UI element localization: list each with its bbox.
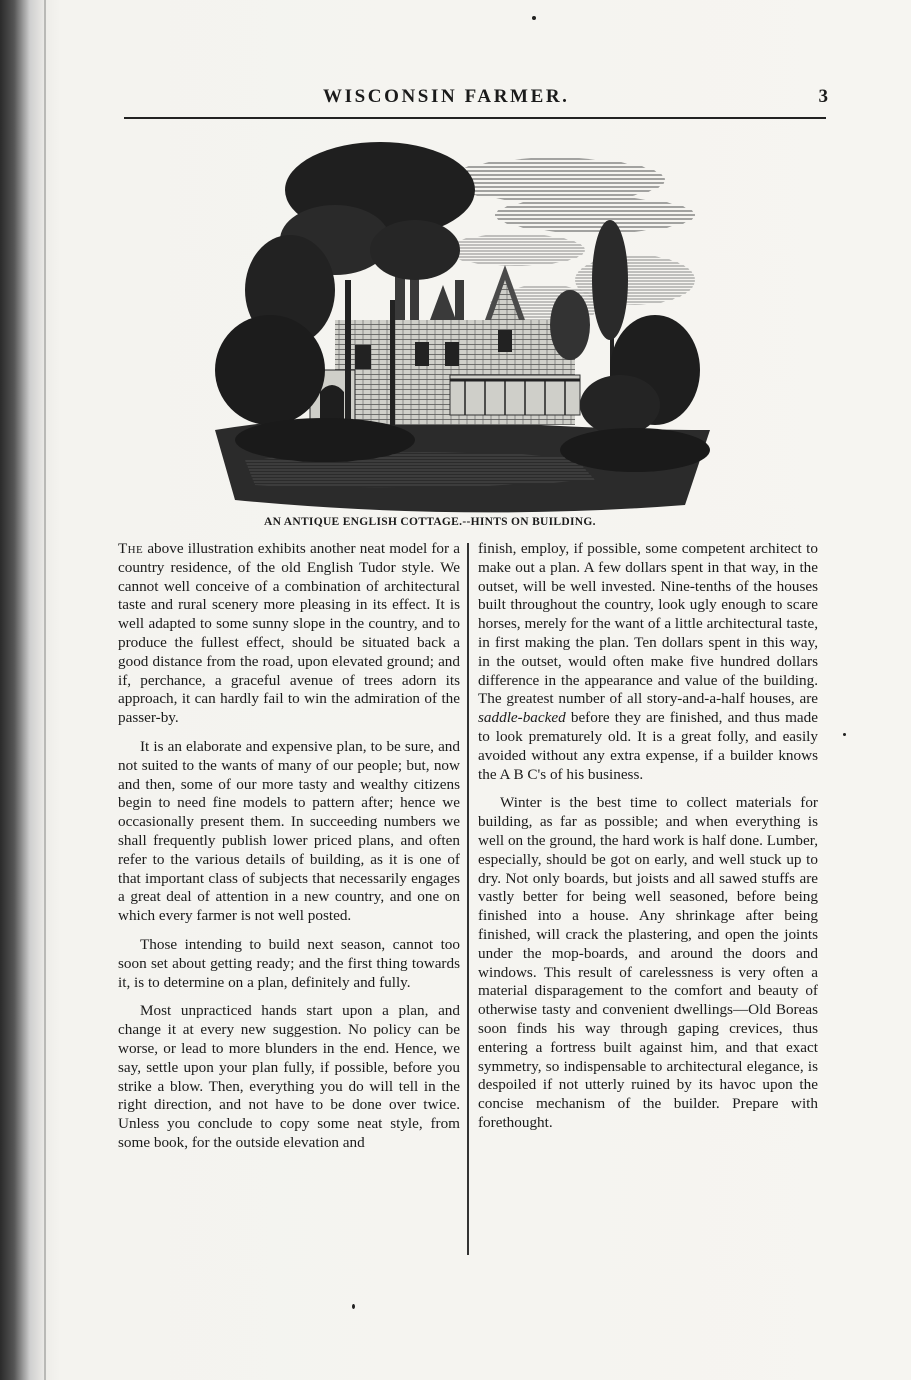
paragraph: [118, 540, 460, 728]
scan-speck: [843, 733, 846, 736]
header-rule: [124, 117, 826, 119]
paragraph: [478, 540, 818, 784]
paragraph-text: before they are finished, and thus made to look prematurely old. It is a great folly, and easily avoided without any extra expense, if a builder knows the A B C's of his business.: [478, 709, 818, 783]
paragraph-text: finish, employ, if possible, some competent architect to make out a plan. A few dollars spent in that way, in the outset, will be well invested. Nine-tenths of the houses built throughout the country, look ugly enough to scare horses, merely for the want of a little architectural taste, in first making the plan. Ten dollars spent in this way, in the outset, would often make five hundred dollars difference in the appearance and value of the building. The greatest number of all story-and-a-half houses, are: [478, 540, 818, 708]
scan-speck: [352, 1304, 355, 1309]
column-divider: [467, 543, 469, 1255]
paragraph: Those intending to build next season, cannot too soon set about getting ready; and the first thing towards it, is to determine on a plan, definitely and fully.: [118, 935, 460, 991]
paragraph: Most unpracticed hands start upon a plan, and change it at every new suggestion. No policy can be worse, or lead to more blunders in the end. Hence, we say, settle upon your plan fully, if possible, before you strike a blow. Then, everything you do will tell in the right direction, and not have to be done over twice. Unless you conclude to copy some neat style, from some book, for the outside elevation and: [118, 1002, 460, 1151]
page-number: 3: [818, 86, 828, 107]
emphasis-text: saddle-backed: [478, 709, 566, 727]
publication-title: WISCONSIN FARMER.: [323, 86, 570, 107]
running-header: [110, 86, 828, 116]
figure-caption: AN ANTIQUE ENGLISH COTTAGE.--HINTS ON BUILDING.: [264, 516, 596, 528]
binding-edge: [44, 0, 46, 1380]
cottage-engraving: [215, 130, 710, 515]
scan-speck: [532, 16, 536, 20]
article-column-right: [478, 540, 818, 1143]
paragraph-text: above illustration exhibits another neat model for a country residence, of the old English Tudor style. We cannot well conceive of a combination of architectural taste and rural scenery more pleasing in its effect. It is well adapted to some sunny slope in the country, and to produce the fullest effect, should be situated back a good distance from the road, upon elevated ground; and if, perchance, a graceful avenue of trees adorn its approach, it can hardly fail to win the admiration of the passer-by.: [118, 540, 460, 727]
article-column-left: [118, 540, 460, 1163]
paragraph: Winter is the best time to collect materials for building, as far as possible; and when everything is well on the ground, the hard work is half done. Lumber, especially, should be got on early, and well stuck up to dry. Not only boards, but joists and all sawed stuffs are vastly better for being well seasoned, before being finished into a house. Any shrinkage after being finished, will crack the plastering, and open the joints under the mop-boards, and around the doors and windows. This result of carelessness is very often a material disparagement to the comfort and beauty of otherwise tasty and convenient dwellings—Old Boreas soon finds his way through gaping crevices, thus entering a fortress built against him, and that exact symmetry, so indispensable to architectural elegance, is despoiled if not utterly ruined by its havoc upon the concise mechanism of the builder. Prepare with forethought.: [478, 794, 818, 1131]
lead-word: The: [118, 540, 144, 557]
paragraph: It is an elaborate and expensive plan, to be sure, and not suited to the wants of many of our people; but, now and then, some of our more tasty and wealthy citizens begin to need fine models to pattern after; hence we occasionally present them. In succeeding numbers we shall frequently publish lower priced plans, and often refer to the various details of building, as it is one of that important class of subjects that necessarily engages a great deal of attention in a new country, and one on which every farmer is not well posted.: [118, 737, 460, 925]
